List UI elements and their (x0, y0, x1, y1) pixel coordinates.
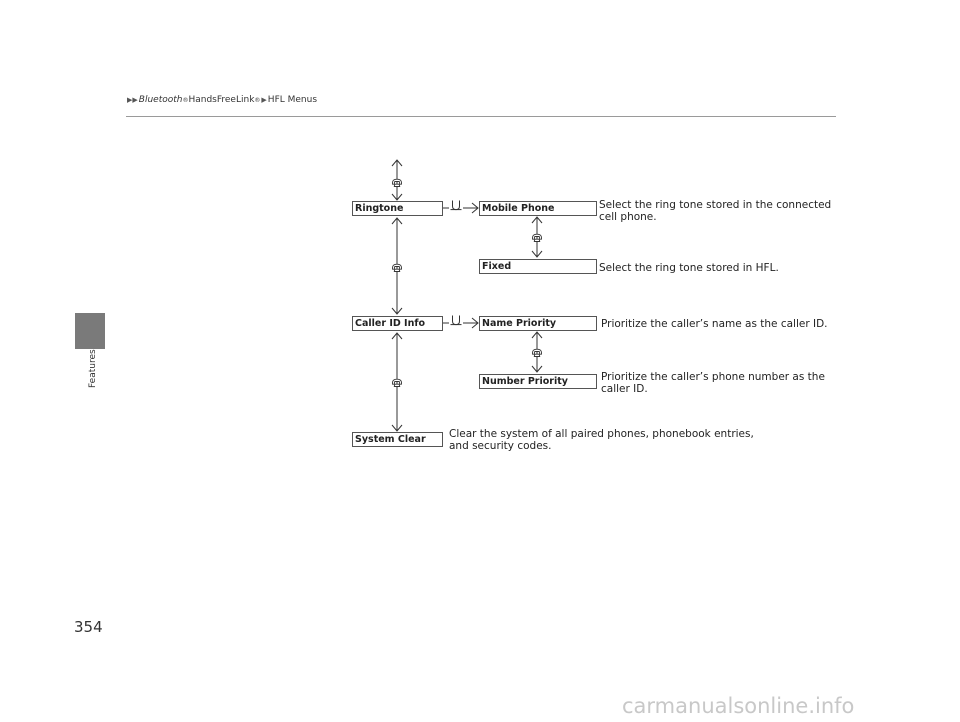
description-line: Prioritize the caller’s phone number as the (601, 371, 825, 383)
knob-press-icon (451, 201, 462, 210)
breadcrumb-arrow-icon: ▶ (261, 96, 267, 104)
description-line: Clear the system of all paired phones, phonebook entries, (449, 428, 754, 440)
menu-item-name-priority: Name Priority (479, 316, 597, 331)
registered-mark: ® (182, 96, 189, 104)
page-number: 354 (74, 618, 103, 636)
description-line: cell phone. (599, 211, 657, 223)
breadcrumb-item-bluetooth: Bluetooth (138, 95, 183, 105)
description-line: caller ID. (601, 383, 648, 395)
section-label: Features (88, 349, 98, 388)
description-name-priority: Prioritize the caller’s name as the caller ID. (601, 318, 828, 330)
knob-press-icon (451, 316, 462, 325)
watermark: carmanualsonline.info (622, 694, 855, 718)
breadcrumb-item-handsfreelink: HandsFreeLink (188, 95, 255, 105)
menu-item-ringtone: Ringtone (352, 201, 443, 216)
description-line: and security codes. (449, 440, 552, 452)
menu-item-system-clear: System Clear (352, 432, 443, 447)
description-mobile-phone (599, 199, 831, 223)
description-fixed: Select the ring tone stored in HFL. (599, 262, 779, 274)
menu-item-mobile-phone: Mobile Phone (479, 201, 597, 216)
description-system-clear (449, 428, 754, 452)
description-number-priority (601, 371, 825, 395)
registered-mark: ® (254, 96, 261, 104)
breadcrumb-item-hfl-menus: HFL Menus (267, 95, 318, 105)
description-line: Select the ring tone stored in the connected (599, 199, 832, 211)
menu-item-fixed: Fixed (479, 259, 597, 274)
breadcrumb-arrow-icon: ▶▶ (127, 96, 138, 104)
menu-item-number-priority: Number Priority (479, 374, 597, 389)
menu-item-caller-id-info: Caller ID Info (352, 316, 443, 331)
